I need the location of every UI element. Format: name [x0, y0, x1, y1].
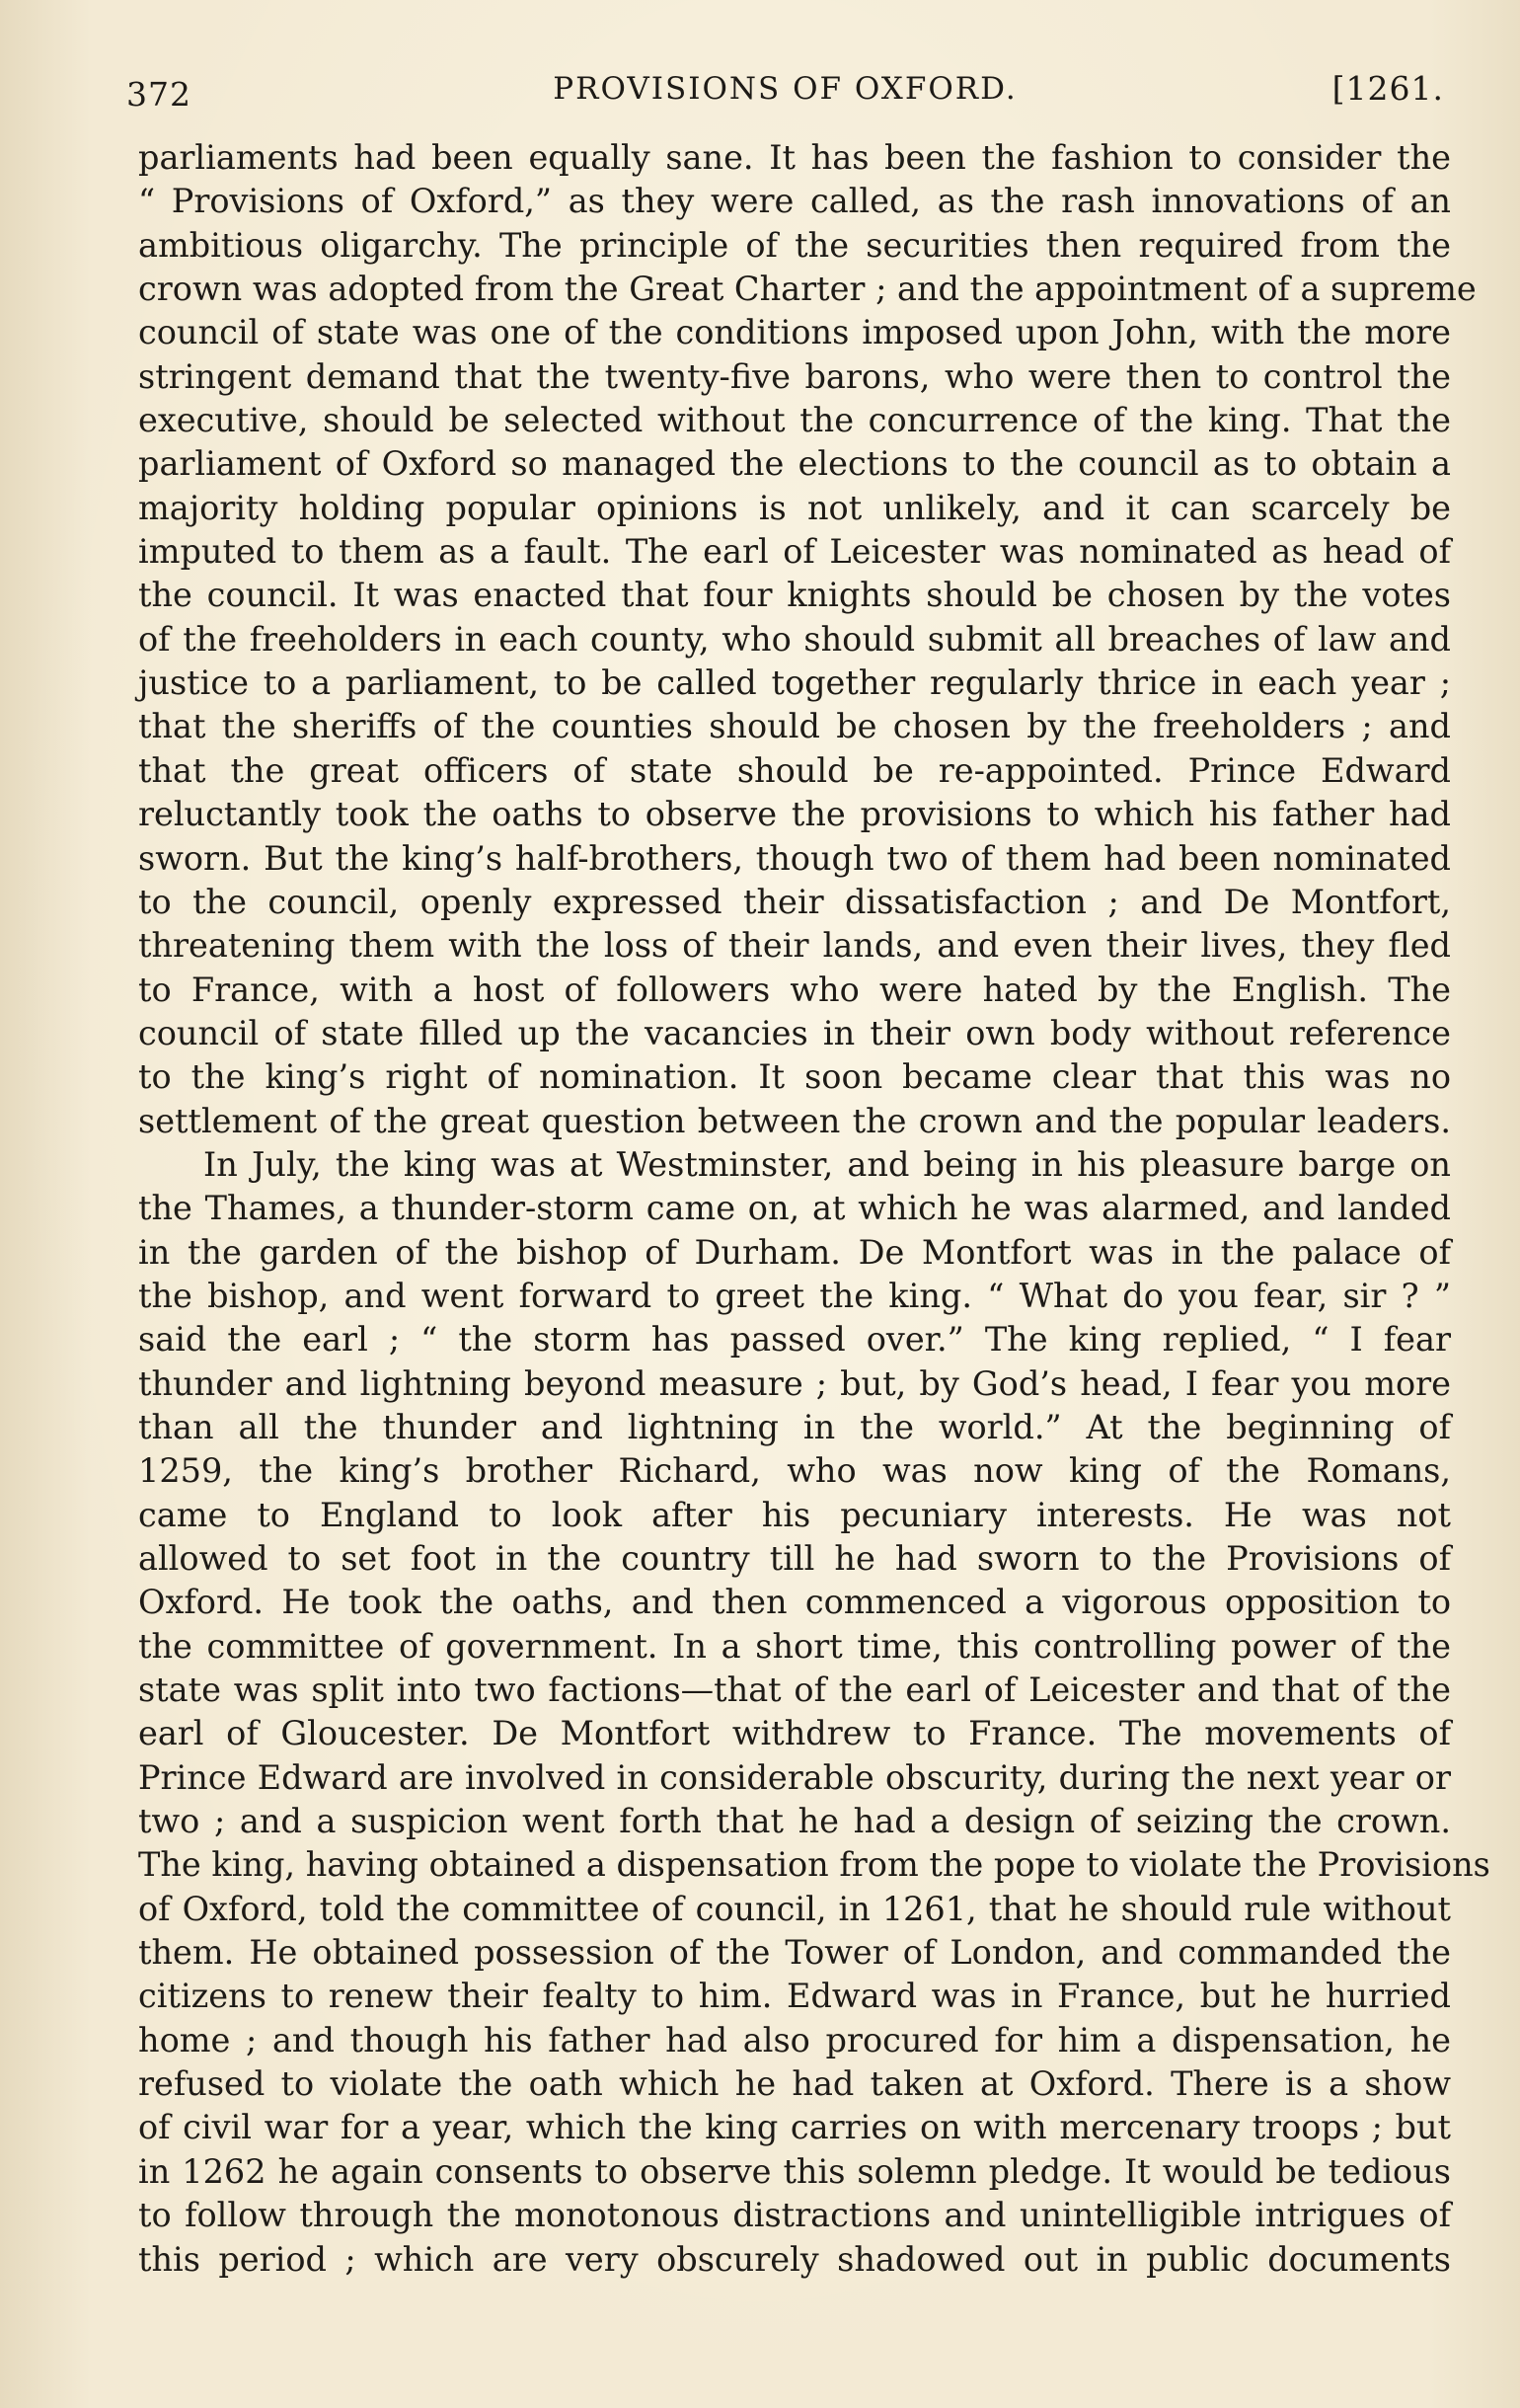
text-line: majority holding popular opinions is not unlikely, and it can scarcely be	[138, 488, 1451, 527]
text-line: the committee of government. In a short time, this controlling power of the	[138, 1626, 1451, 1666]
text-line: stringent demand that the twenty-five barons, who were then to control the	[138, 356, 1451, 396]
text-line: reluctantly took the oaths to observe the provisions to which his father had	[138, 795, 1451, 834]
body-text	[138, 136, 1490, 2282]
text-line: ambitious oligarchy. The principle of the securities then required from the	[138, 225, 1451, 265]
text-line: to France, with a host of followers who were hated by the English. The	[138, 970, 1451, 1009]
text-line: refused to violate the oath which he had taken at Oxford. There is a show	[138, 2064, 1451, 2104]
text-line: parliament of Oxford so managed the elections to the council as to obtain a	[138, 444, 1451, 484]
text-line: said the earl ; “ the storm has passed over.” The king replied, “ I fear	[138, 1320, 1451, 1359]
text-line: justice to a parliament, to be called together regularly thrice in each year ;	[138, 663, 1451, 703]
text-line: The king, having obtained a dispensation from the pope to violate the Provisions	[138, 1845, 1490, 1885]
text-line: of Oxford, told the committee of council, in 1261, that he should rule without	[138, 1889, 1451, 1928]
text-line: of civil war for a year, which the king carries on with mercenary troops ; but	[138, 2108, 1451, 2147]
text-line: the Thames, a thunder-storm came on, at which he was alarmed, and landed	[138, 1189, 1451, 1228]
text-line: state was split into two factions—that of the earl of Leicester and that of the	[138, 1670, 1451, 1710]
text-line: in the garden of the bishop of Durham. De Montfort was in the palace of	[138, 1232, 1451, 1272]
text-line: council of state filled up the vacancies in their own body without reference	[138, 1013, 1451, 1052]
text-line: of the freeholders in each county, who should submit all breaches of law and	[138, 619, 1451, 659]
text-line: that the great officers of state should be re-appointed. Prince Edward	[138, 750, 1451, 790]
text-line: executive, should be selected without the concurrence of the king. That the	[138, 401, 1451, 440]
text-line: thunder and lightning beyond measure ; but, by God’s head, I fear you more	[138, 1363, 1451, 1403]
text-line: threatening them with the loss of their lands, and even their lives, they fled	[138, 926, 1451, 966]
text-line: that the sheriffs of the counties should be chosen by the freeholders ; and	[138, 707, 1451, 746]
text-line: to the king’s right of nomination. It soon became clear that this was no	[138, 1057, 1451, 1097]
text-line: the council. It was enacted that four knights should be chosen by the votes	[138, 576, 1451, 615]
text-line: council of state was one of the conditions imposed upon John, with the more	[138, 313, 1451, 352]
text-line: imputed to them as a fault. The earl of Leicester was nominated as head of	[138, 532, 1451, 572]
text-line: home ; and though his father had also procured for him a dispensation, he	[138, 2020, 1451, 2059]
text-line: in 1262 he again consents to observe this solemn pledge. It would be tedious	[138, 2151, 1451, 2191]
text-line: to the council, openly expressed their dissatisfaction ; and De Montfort,	[138, 882, 1451, 921]
text-line: the bishop, and went forward to greet the king. “ What do you fear, sir ? ”	[138, 1276, 1451, 1315]
text-line: earl of Gloucester. De Montfort withdrew to France. The movements of	[138, 1714, 1451, 1753]
text-line: than all the thunder and lightning in the world.” At the beginning of	[138, 1407, 1451, 1446]
running-head	[126, 67, 1444, 115]
text-line: crown was adopted from the Great Charter ; and the appointment of a supreme	[138, 270, 1477, 309]
text-line: this period ; which are very obscurely shadowed out in public documents	[138, 2239, 1451, 2279]
text-line: settlement of the great question between the crown and the popular leaders.	[138, 1101, 1451, 1140]
text-line: came to England to look after his pecuniary interests. He was not	[138, 1495, 1451, 1534]
text-line: 1259, the king’s brother Richard, who was now king of the Romans,	[138, 1451, 1451, 1491]
text-line: Oxford. He took the oaths, and then commenced a vigorous opposition to	[138, 1583, 1451, 1622]
running-head-year: [1261.	[1331, 69, 1444, 108]
text-line: “ Provisions of Oxford,” as they were called, as the rash innovations of an	[138, 182, 1451, 221]
page-number: 372	[126, 75, 191, 114]
text-line: Prince Edward are involved in considerable obscurity, during the next year or	[138, 1757, 1451, 1797]
text-line: them. He obtained possession of the Tower of London, and commanded the	[138, 1933, 1451, 1973]
text-line: citizens to renew their fealty to him. Edward was in France, but he hurried	[138, 1977, 1451, 2016]
text-line: parliaments had been equally sane. It has been the fashion to consider the	[138, 138, 1451, 177]
text-line: sworn. But the king’s half-brothers, though two of them had been nominated	[138, 838, 1451, 878]
text-line: to follow through the monotonous distractions and unintelligible intrigues of	[138, 2196, 1451, 2235]
paragraph-start-line: In July, the king was at Westminster, and being in his pleasure barge on	[203, 1144, 1451, 1184]
text-line: two ; and a suspicion went forth that he had a design of seizing the crown.	[138, 1802, 1451, 1841]
text-line: allowed to set foot in the country till he had sworn to the Provisions of	[138, 1539, 1451, 1578]
running-title: PROVISIONS OF OXFORD.	[553, 71, 1018, 107]
